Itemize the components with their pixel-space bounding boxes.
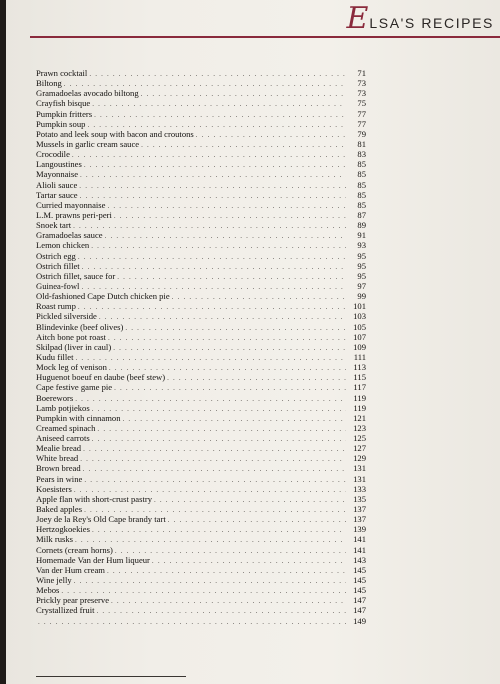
- entry-page-number: 137: [353, 514, 366, 525]
- header-title: LSA'S RECIPES: [369, 15, 494, 31]
- dot-leader: [89, 69, 346, 79]
- index-entry: [36, 291, 366, 301]
- entry-page-number: 133: [353, 483, 366, 494]
- dot-leader: [92, 404, 346, 414]
- entry-page-number: 73: [357, 78, 366, 89]
- entry-page-number: 79: [357, 128, 366, 139]
- running-header: [346, 1, 494, 36]
- index-entry: [36, 119, 366, 129]
- index-entry: [36, 78, 366, 88]
- entry-title: Brown bread: [36, 463, 81, 474]
- entry-title: Biltong: [36, 78, 62, 89]
- dot-leader: [107, 201, 346, 211]
- entry-title: Mock leg of venison: [36, 362, 107, 373]
- entry-title: Wine jelly: [36, 575, 72, 586]
- entry-page-number: 89: [357, 220, 366, 231]
- dot-leader: [154, 495, 346, 505]
- index-entry: [36, 393, 366, 403]
- index-entry: [36, 68, 366, 78]
- index-entry: [36, 251, 366, 261]
- dot-leader: [108, 333, 346, 343]
- dot-leader: [152, 556, 346, 566]
- entry-title: Crocodile: [36, 149, 70, 160]
- entry-title: Ostrich fillet, sauce for: [36, 270, 116, 281]
- index-entry: [36, 514, 366, 524]
- entry-title: Cape festive game pie: [36, 382, 113, 393]
- index-entry: [36, 423, 366, 433]
- index-entry: [36, 281, 366, 291]
- entry-title: Langoustines: [36, 159, 82, 170]
- dot-leader: [141, 140, 346, 150]
- index-entry: [36, 555, 366, 565]
- entry-title: Creamed spinach: [36, 422, 96, 433]
- dot-leader: [78, 302, 346, 312]
- entry-title: Mealie bread: [36, 443, 82, 454]
- dot-leader: [92, 434, 346, 444]
- entry-page-number: 121: [353, 412, 366, 423]
- entry-page-number: 85: [357, 169, 366, 180]
- dot-leader: [99, 312, 346, 322]
- entry-title: Gramadoelas sauce: [36, 230, 103, 241]
- header-initial: E: [346, 1, 369, 36]
- index-entry: [36, 88, 366, 98]
- entry-page-number: 149: [353, 615, 366, 626]
- entry-page-number: 85: [357, 199, 366, 210]
- entry-page-number: 83: [357, 149, 366, 160]
- entry-title: Hertzogkoekies: [36, 524, 90, 535]
- entry-page-number: 139: [353, 524, 366, 535]
- entry-page-number: 75: [357, 98, 366, 109]
- index-entry: [36, 534, 366, 544]
- entry-title: Ostrich fillet: [36, 260, 80, 271]
- entry-page-number: 77: [357, 108, 366, 119]
- dot-leader: [168, 515, 346, 525]
- entry-page-number: 115: [353, 372, 366, 383]
- entry-page-number: 95: [357, 270, 366, 281]
- index-entry: [36, 129, 366, 139]
- index-entry: [36, 605, 366, 615]
- dot-leader: [167, 373, 346, 383]
- dot-leader: [105, 231, 346, 241]
- entry-title: Snoek tart: [36, 220, 72, 231]
- entry-page-number: 103: [353, 311, 366, 322]
- index-entry: [36, 322, 366, 332]
- entry-title: Prawn cocktail: [36, 68, 88, 78]
- entry-page-number: 95: [357, 250, 366, 261]
- entry-page-number: 141: [353, 534, 366, 545]
- entry-page-number: 109: [353, 341, 366, 352]
- dot-leader: [107, 566, 346, 576]
- index-entry: [36, 352, 366, 362]
- entry-title: Pears in wine: [36, 473, 83, 484]
- entry-title: Van der Hum cream: [36, 564, 105, 575]
- entry-page-number: 123: [353, 422, 366, 433]
- entry-page-number: 99: [357, 291, 366, 302]
- index-entry: [36, 159, 366, 169]
- entry-page-number: 85: [357, 179, 366, 190]
- entry-title: Mebos: [36, 585, 60, 596]
- index-entry: [36, 210, 366, 220]
- entry-title: Gramadoelas avocado biltong: [36, 88, 139, 99]
- entry-page-number: 131: [353, 463, 366, 474]
- entry-title: Old-fashioned Cape Dutch chicken pie: [36, 291, 170, 302]
- entry-page-number: 93: [357, 240, 366, 251]
- index-entry: [36, 139, 366, 149]
- entry-page-number: 97: [357, 280, 366, 291]
- recipe-index: [36, 68, 366, 626]
- entry-title: Koesisters: [36, 483, 72, 494]
- dot-leader: [83, 464, 346, 474]
- entry-title: L.M. prawns peri-peri: [36, 209, 112, 220]
- dot-leader: [111, 596, 346, 606]
- index-entry: [36, 413, 366, 423]
- dot-leader: [114, 211, 346, 221]
- entry-page-number: 107: [353, 331, 366, 342]
- index-entry: [36, 149, 366, 159]
- entry-page-number: 81: [357, 138, 366, 149]
- dot-leader: [82, 262, 346, 272]
- dot-leader: [73, 221, 346, 231]
- dot-leader: [117, 272, 346, 282]
- entry-title: Mussels in garlic cream sauce: [36, 138, 140, 149]
- index-entry: [36, 109, 366, 119]
- index-entry: [36, 261, 366, 271]
- entry-title: Mayonnaise: [36, 169, 79, 180]
- entry-title: Pumpkin soup: [36, 118, 86, 129]
- dot-leader: [92, 99, 346, 109]
- index-entry: [36, 311, 366, 321]
- index-entry: [36, 453, 366, 463]
- entry-page-number: 127: [353, 443, 366, 454]
- index-entry: [36, 98, 366, 108]
- entry-title: Potato and leek soup with bacon and croutons: [36, 128, 194, 139]
- entry-title: Crystallized fruit: [36, 605, 95, 616]
- bottom-rule: [36, 676, 186, 677]
- index-entry: [36, 484, 366, 494]
- entry-page-number: 85: [357, 189, 366, 200]
- entry-title: Homemade Van der Hum liqueur: [36, 554, 150, 565]
- entry-title: Lamb potjiekos: [36, 402, 90, 413]
- entry-page-number: 135: [353, 493, 366, 504]
- entry-title: Prickly pear preserve: [36, 595, 110, 606]
- entry-page-number: 87: [357, 209, 366, 220]
- entry-title: Joey de la Rey's Old Cape brandy tart: [36, 514, 166, 525]
- dot-leader: [75, 353, 346, 363]
- entry-title: Ostrich egg: [36, 250, 76, 261]
- dot-leader: [80, 454, 346, 464]
- dot-leader: [78, 252, 346, 262]
- entry-title: Huguenot boeuf en daube (beef stew): [36, 372, 166, 383]
- dot-leader: [125, 323, 346, 333]
- entry-title: Pickled silverside: [36, 311, 97, 322]
- entry-page-number: 147: [353, 605, 366, 616]
- entry-page-number: 143: [353, 554, 366, 565]
- dot-leader: [114, 383, 346, 393]
- entry-title: Pumpkin fritters: [36, 108, 93, 119]
- entry-page-number: 113: [353, 362, 366, 373]
- dot-leader: [38, 617, 346, 627]
- entry-title: Aitch bone pot roast: [36, 331, 106, 342]
- entry-page-number: 131: [353, 473, 366, 484]
- entry-title: Crayfish bisque: [36, 98, 91, 109]
- entry-page-number: 77: [357, 118, 366, 129]
- index-entry: [36, 230, 366, 240]
- index-entry: [36, 565, 366, 575]
- dot-leader: [74, 576, 346, 586]
- entry-page-number: 147: [353, 595, 366, 606]
- entry-title: Curried mayonnaise: [36, 199, 106, 210]
- index-entry: [36, 200, 366, 210]
- entry-page-number: 137: [353, 504, 366, 515]
- index-entry: [36, 463, 366, 473]
- entry-title: Alioli sauce: [36, 179, 78, 190]
- entry-page-number: 145: [353, 585, 366, 596]
- entry-page-number: 141: [353, 544, 366, 555]
- dot-leader: [172, 292, 346, 302]
- index-entry: [36, 180, 366, 190]
- entry-page-number: 117: [353, 382, 366, 393]
- dot-leader: [83, 444, 346, 454]
- entry-title: Cornets (cream horns): [36, 544, 113, 555]
- entry-title: Boerewors: [36, 392, 74, 403]
- entry-title: Roast rump: [36, 301, 76, 312]
- index-entry: [36, 595, 366, 605]
- dot-leader: [94, 110, 346, 120]
- index-entry: [36, 545, 366, 555]
- dot-leader: [97, 424, 346, 434]
- index-entry: [36, 575, 366, 585]
- entry-page-number: 145: [353, 575, 366, 586]
- index-entry: [36, 585, 366, 595]
- index-entry: [36, 169, 366, 179]
- index-entry: [36, 240, 366, 250]
- index-entry: [36, 271, 366, 281]
- entry-title: Milk rusks: [36, 534, 74, 545]
- entry-title: Aniseed carrots: [36, 433, 90, 444]
- book-page: [6, 0, 500, 684]
- index-entry: [36, 504, 366, 514]
- index-entry: [36, 301, 366, 311]
- dot-leader: [80, 170, 346, 180]
- entry-page-number: 145: [353, 564, 366, 575]
- entry-title: Baked apples: [36, 504, 83, 515]
- dot-leader: [84, 160, 346, 170]
- entry-title: Blindevinke (beef olives): [36, 321, 124, 332]
- entry-title: Tartar sauce: [36, 189, 78, 200]
- entry-page-number: 125: [353, 433, 366, 444]
- dot-leader: [84, 475, 346, 485]
- index-entry: [36, 403, 366, 413]
- dot-leader: [72, 150, 346, 160]
- index-entry: [36, 220, 366, 230]
- dot-leader: [75, 535, 346, 545]
- entry-title: Guinea-fowl: [36, 280, 80, 291]
- entry-page-number: 95: [357, 260, 366, 271]
- dot-leader: [96, 606, 346, 616]
- entry-title: Skilpad (liver in caul): [36, 341, 112, 352]
- entry-page-number: 119: [353, 392, 366, 403]
- entry-title: White bread: [36, 453, 79, 464]
- index-entry: [36, 332, 366, 342]
- index-entry: [36, 190, 366, 200]
- dot-leader: [79, 181, 346, 191]
- entry-title: Apple flan with short-crust pastry: [36, 493, 152, 504]
- entry-title: Lemon chicken: [36, 240, 90, 251]
- dot-leader: [92, 525, 346, 535]
- entry-page-number: 73: [357, 88, 366, 99]
- index-entry: [36, 362, 366, 372]
- dot-leader: [123, 414, 346, 424]
- dot-leader: [75, 394, 346, 404]
- entry-page-number: 71: [357, 68, 366, 78]
- index-entry: [36, 342, 366, 352]
- index-entry: [36, 616, 366, 626]
- entry-page-number: 129: [353, 453, 366, 464]
- entry-page-number: 111: [353, 351, 366, 362]
- entry-page-number: 105: [353, 321, 366, 332]
- index-entry: [36, 382, 366, 392]
- entry-title: Pumpkin with cinnamon: [36, 412, 121, 423]
- index-entry: [36, 524, 366, 534]
- entry-page-number: 85: [357, 159, 366, 170]
- header-rule: [30, 36, 500, 38]
- index-entry: [36, 494, 366, 504]
- index-entry: [36, 372, 366, 382]
- dot-leader: [91, 241, 346, 251]
- dot-leader: [196, 130, 346, 140]
- index-entry: [36, 433, 366, 443]
- dot-leader: [80, 191, 346, 201]
- entry-page-number: 119: [353, 402, 366, 413]
- index-entry: [36, 443, 366, 453]
- index-entry: [36, 474, 366, 484]
- entry-title: Kudu fillet: [36, 351, 74, 362]
- entry-page-number: 101: [353, 301, 366, 312]
- dot-leader: [141, 89, 346, 99]
- entry-page-number: 91: [357, 230, 366, 241]
- dot-leader: [113, 343, 346, 353]
